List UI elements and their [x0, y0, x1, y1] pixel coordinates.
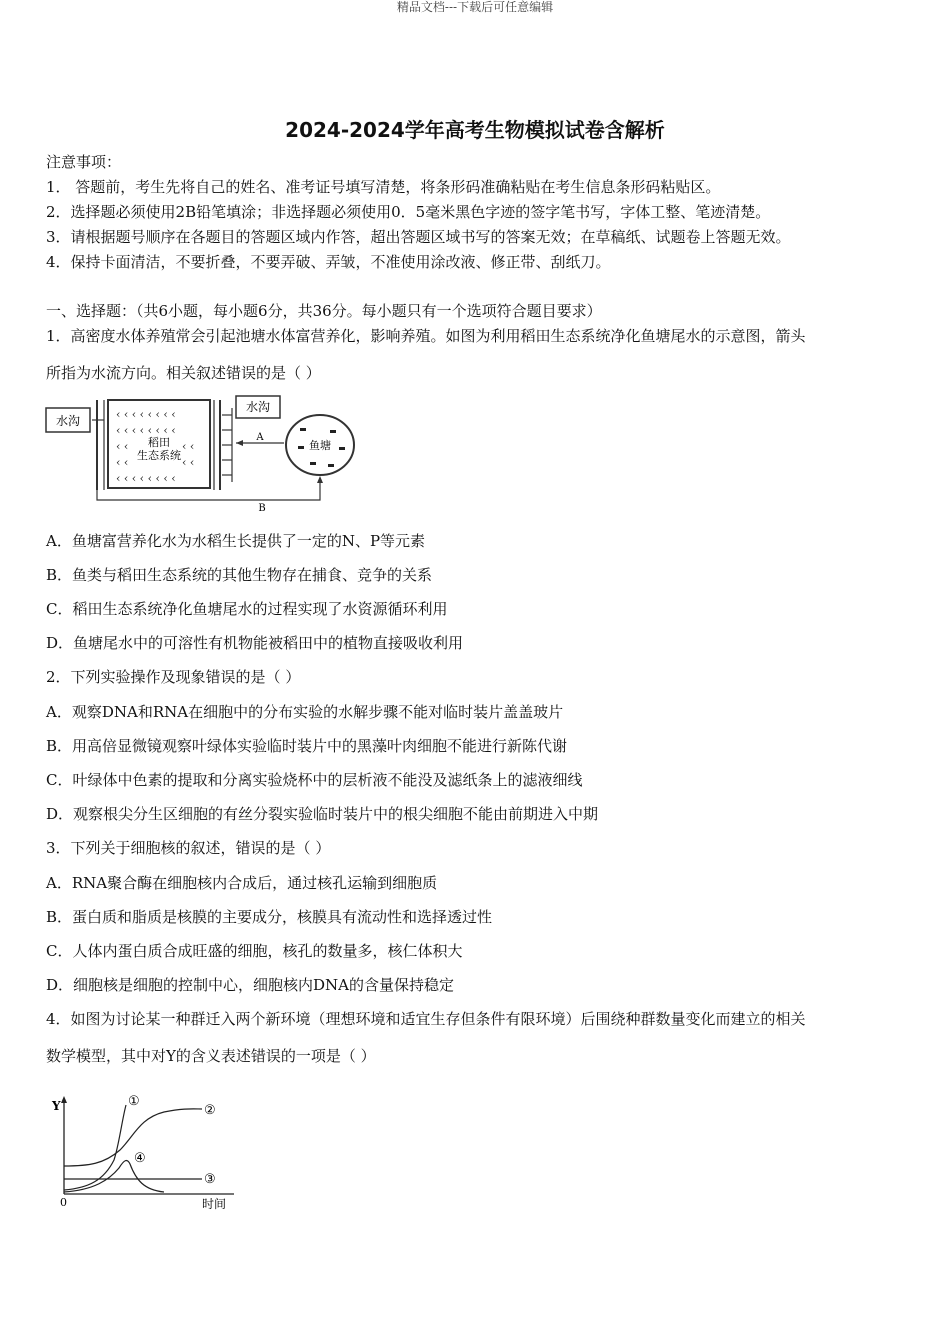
- x-axis-label: 时间: [202, 1197, 227, 1211]
- q3-option-a: A．RNA聚合酶在细胞核内合成后，通过核孔运输到细胞质: [46, 874, 438, 892]
- arrow-b-label: B: [258, 503, 266, 514]
- q1-option-a: A．鱼塘富营养化水为水稻生长提供了一定的N、P等元素: [46, 532, 426, 550]
- notice-heading: 注意事项：: [46, 153, 122, 171]
- pond-label: 鱼塘: [309, 439, 331, 452]
- q1-option-c: C．稻田生态系统净化鱼塘尾水的过程实现了水资源循环利用: [46, 600, 448, 618]
- q2-option-a: A．观察DNA和RNA在细胞中的分布实验的水解步骤不能对临时装片盖盖玻片: [46, 703, 564, 721]
- q3-option-d: D．细胞核是细胞的控制中心，细胞核内DNA的含量保持稳定: [46, 976, 455, 994]
- origin-label: 0: [60, 1196, 67, 1209]
- curve-4-label: ④: [134, 1151, 146, 1166]
- q4-graph: [44, 1090, 244, 1215]
- notice-item: 1． 答题前，考生先将自己的姓名、准考证号填写清楚，将条形码准确粘贴在考生信息条形码粘贴区。: [46, 178, 721, 196]
- notice-item: 4．保持卡面清洁，不要折叠，不要弄破、弄皱，不准使用涂改液、修正带、刮纸刀。: [46, 253, 611, 271]
- svg-text:‹ ‹: ‹ ‹: [116, 456, 129, 469]
- curve-1-label: ①: [128, 1094, 140, 1109]
- curve-3-label: ③: [204, 1172, 216, 1187]
- q4-stem-cont: 数学模型，其中对Y的含义表述错误的一项是（ ）: [46, 1047, 376, 1065]
- right-ditch-label: 水沟: [245, 400, 271, 414]
- field-label-2: 生态系统: [137, 449, 181, 462]
- q1-stem: 1．高密度水体养殖常会引起池塘水体富营养化，影响养殖。如图为利用稻田生态系统净化鱼塘尾水的示意图，箭头: [46, 327, 806, 345]
- q2-stem: 2．下列实验操作及现象错误的是（ ）: [46, 668, 301, 686]
- y-axis-label: Y: [52, 1099, 61, 1113]
- inflow-arrows: [222, 408, 232, 482]
- q3-option-b: B．蛋白质和脂质是核膜的主要成分，核膜具有流动性和选择透过性: [46, 908, 493, 926]
- q3-stem: 3．下列关于细胞核的叙述，错误的是（ ）: [46, 839, 331, 857]
- svg-text:‹ ‹: ‹ ‹: [182, 440, 195, 453]
- notice-item: 2．选择题必须使用2B铅笔填涂；非选择题必须使用0．5毫米黑色字迹的签字笔书写，字体工整、笔迹清楚。: [46, 203, 771, 221]
- q2-option-c: C．叶绿体中色素的提取和分离实验烧杯中的层析液不能没及滤纸条上的滤液细线: [46, 771, 583, 789]
- curve-1: [64, 1105, 126, 1190]
- curve-2-label: ②: [204, 1103, 216, 1118]
- field-label: 稻田: [148, 436, 170, 449]
- svg-text:‹ ‹ ‹ ‹ ‹ ‹ ‹ ‹: ‹ ‹ ‹ ‹ ‹ ‹ ‹ ‹: [116, 424, 176, 437]
- svg-text:‹ ‹: ‹ ‹: [182, 456, 195, 469]
- curve-2: [64, 1109, 202, 1166]
- q1-stem-cont: 所指为水流方向。相关叙述错误的是（ ）: [46, 364, 321, 382]
- q1-option-b: B．鱼类与稻田生态系统的其他生物存在捕食、竞争的关系: [46, 566, 433, 584]
- q1-option-d: D．鱼塘尾水中的可溶性有机物能被稻田中的植物直接吸收利用: [46, 634, 464, 652]
- q1-diagram: [44, 390, 374, 520]
- notice-item: 3．请根据题号顺序在各题目的答题区域内作答，超出答题区域书写的答案无效；在草稿纸、试题卷上答题无效。: [46, 228, 791, 246]
- section-heading: 一、选择题：（共6小题，每小题6分，共36分。每小题只有一个选项符合题目要求）: [46, 302, 602, 320]
- arrow-a-label: A: [256, 432, 264, 443]
- left-ditch-label: 水沟: [55, 414, 81, 428]
- svg-text:‹ ‹ ‹ ‹ ‹ ‹ ‹ ‹: ‹ ‹ ‹ ‹ ‹ ‹ ‹ ‹: [116, 408, 176, 421]
- svg-text:‹ ‹ ‹ ‹ ‹ ‹ ‹ ‹: ‹ ‹ ‹ ‹ ‹ ‹ ‹ ‹: [116, 472, 176, 485]
- svg-text:‹ ‹: ‹ ‹: [116, 440, 129, 453]
- page-header: 精品文档---下载后可任意编辑: [396, 0, 554, 14]
- q2-option-d: D．观察根尖分生区细胞的有丝分裂实验临时装片中的根尖细胞不能由前期进入中期: [46, 805, 599, 823]
- q2-option-b: B．用高倍显微镜观察叶绿体实验临时装片中的黑藻叶肉细胞不能进行新陈代谢: [46, 737, 568, 755]
- page-title: 2024-2024学年高考生物模拟试卷含解析: [285, 118, 665, 142]
- q3-option-c: C．人体内蛋白质合成旺盛的细胞，核孔的数量多，核仁体积大: [46, 942, 463, 960]
- q4-stem: 4．如图为讨论某一种群迁入两个新环境（理想环境和适宜生存但条件有限环境）后围绕种群数量变化而建立的相关: [46, 1010, 806, 1028]
